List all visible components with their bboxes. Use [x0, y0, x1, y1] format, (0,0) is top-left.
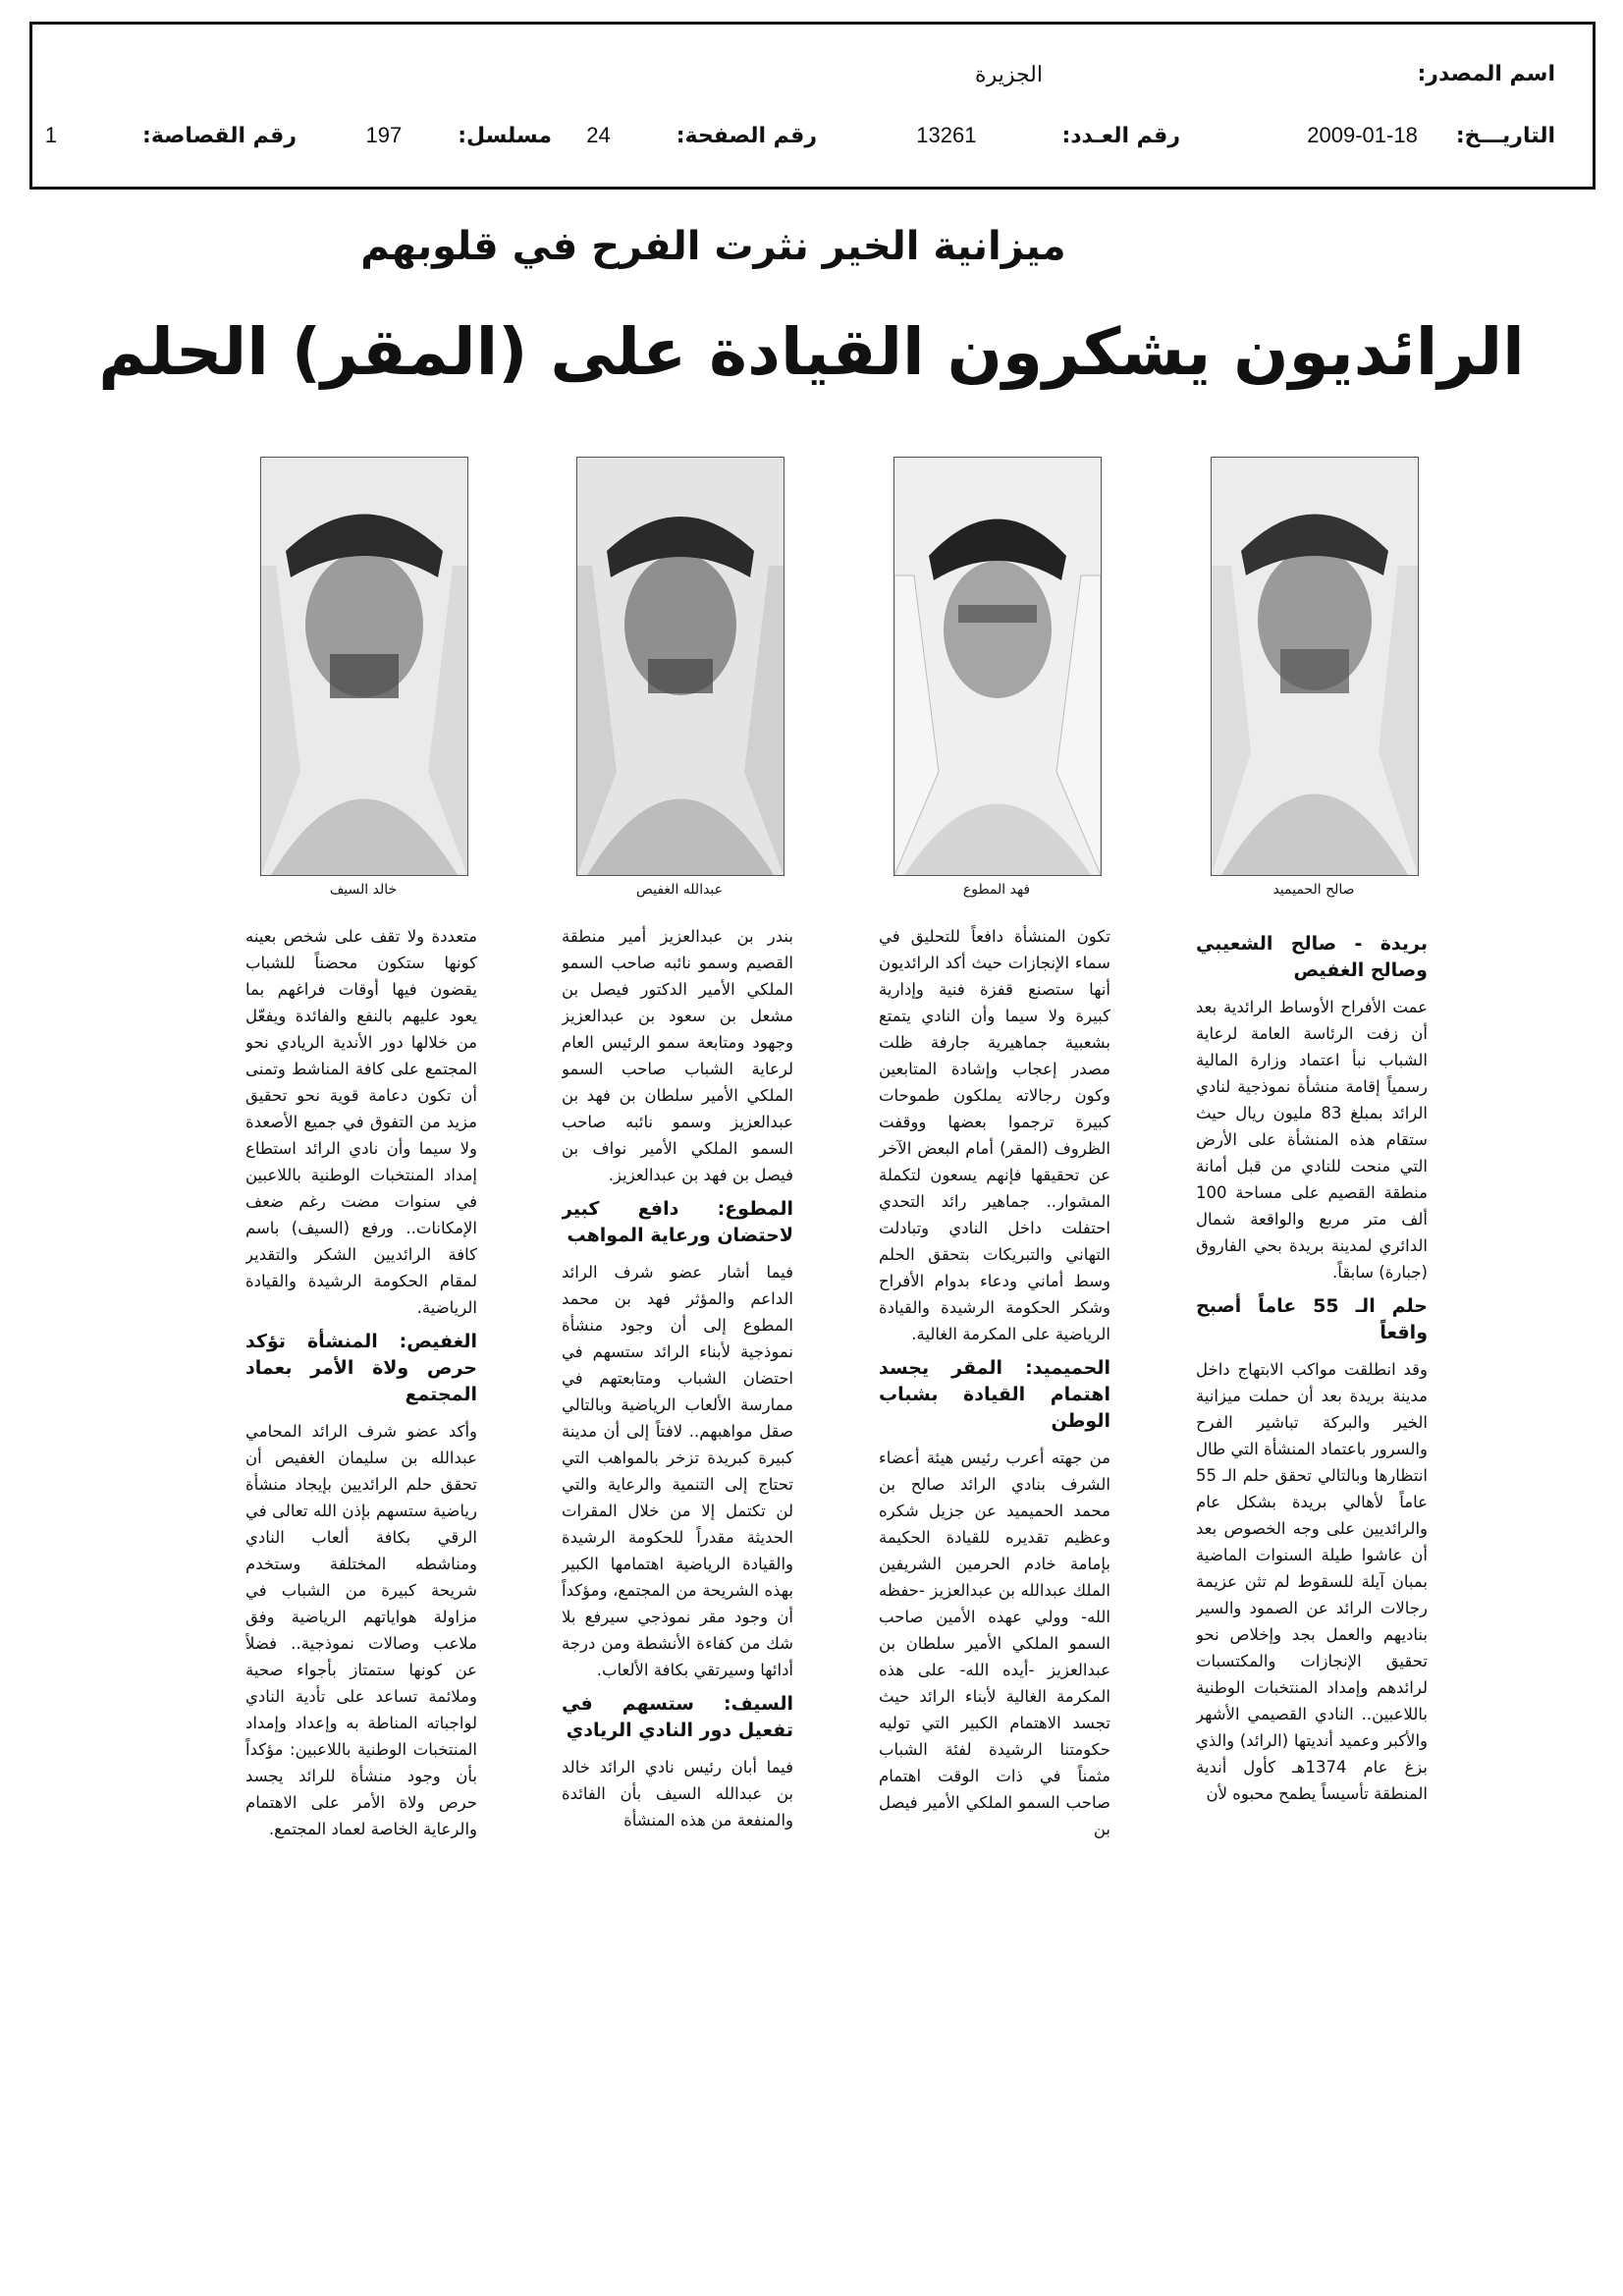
- paragraph: فيما أشار عضو شرف الرائد الداعم والمؤثر فهد بن محمد المطوع إلى أن وجود منشأة نموذجية لأبناء الرائد ستسهم في احتضان الشباب ومتابعتهم في ممارسة الألعاب الرياضية وبالتالي صقل مواهبهم.. لافتاً إلى أن مدينة كبيرة كبريدة تزخر بالمواهب التي تحتاج إلى التنمية والرعاية والتي لن تكتمل إلا من خلال المقرات الحديثة مقدراً للحكومة الرشيدة والقيادة الرياضية اهتمامها الكبير بهذه الشريحة من المجتمع، ومؤكداً أن وجود مقر نموذجي سيرفع بلا شك من كفاءة الأنشطة ومن درجة أدائها وسيرتقي بكافة الألعاب.: [562, 1263, 793, 1679]
- clip-value: 1: [44, 123, 58, 147]
- subheading: السيف: ستسهم في تفعيل دور النادي الريادي: [562, 1693, 793, 1741]
- issue-value: 13261: [916, 123, 977, 147]
- date-value: 18-01-2009: [1307, 123, 1418, 147]
- clip-field: [45, 123, 297, 148]
- photo-caption-1: صالح الحميميد: [1272, 882, 1355, 898]
- source-info-box: [29, 22, 1596, 190]
- subheading: حلم الـ 55 عاماً أصبح واقعاً: [1196, 1295, 1428, 1343]
- paragraph: وأكد عضو شرف الرائد المحامي عبدالله بن سليمان الغفيص أن تحقق حلم الرائديين بإيجاد منشأة رياضية ستسهم بإذن الله تعالى في الرقي بكافة ألعاب النادي ومناشطه المختلفة وستخدم شريحة كبيرة من الشباب في مزاولة هواياتهم الرياضية وفق ملاعب وصالات نموذجية.. فضلاً عن كونها ستمتاز بأجواء صحية وملائمة تساعد على تأدية النادي لواجباته المناطة به وإعداد وإمداد المنتخبات الوطنية باللاعبين: مؤكداً بأن وجود منشأة للرائد يجسد حرص ولاة الأمر على الاهتمام والرعاية الخاصة لعماد المجتمع.: [245, 1422, 477, 1838]
- paragraph: عمت الأفراح الأوساط الرائدية بعد أن زفت الرئاسة العامة لرعاية الشباب نبأ اعتماد وزارة المالية رسمياً إقامة منشأة نموذجية لنادي الرائد بمبلغ 83 مليون ريال حيث ستقام هذه المنشأة على الأرض التي منحت للنادي من قبل أمانة منطقة القصيم على مساحة 100 ألف متر مربع والواقعة شمال الدائري لمدينة بريدة بحي الفاروق (جبارة) سابقاً.: [1196, 998, 1428, 1282]
- date-label: التاريـــخ:: [1455, 124, 1555, 148]
- source-name-value-text: الجزيرة: [975, 62, 1043, 86]
- page-field: [586, 123, 817, 148]
- source-name-value: [975, 62, 1043, 87]
- subheading: الحميميد: المقر يجسد اهتمام القيادة بشباب الوطن: [879, 1357, 1110, 1432]
- article-column-4: [245, 923, 477, 2219]
- byline: بريدة - صالح الشعيبي وصالح الغفيص: [1196, 933, 1428, 981]
- paragraph: فيما أبان رئيس نادي الرائد خالد بن عبدالله السيف بأن الفائدة والمنفعة من هذه المنشأة: [562, 1758, 793, 1830]
- serial-value: 197: [365, 123, 403, 147]
- photo-caption-4: خالد السيف: [329, 882, 398, 898]
- clip-label: رقم القصاصة:: [142, 124, 297, 148]
- paragraph: متعددة ولا تقف على شخص بعينه كونها ستكون محضناً للشباب يقضون فيها أوقات فراغهم بما يعود عليهم بالنفع والفائدة ويفعّل من خلالها دور الأندية الريادي نحو المجتمع على كافة المناشط وتمنى أن تكون دعامة قوية نحو تحقيق مزيد من التفوق في جميع الأصعدة ولا سيما وأن نادي الرائد استطاع إمداد المنتخبات الوطنية باللاعبين في سنوات مضت رغم ضعف الإمكانات.. ورفع (السيف) باسم كافة الرائديين الشكر والتقدير لمقام الحكومة الرشيدة والقيادة الرياضية.: [245, 927, 477, 1317]
- portrait-photo-3: [576, 457, 784, 876]
- issue-label: رقم العـدد:: [1061, 124, 1180, 148]
- paragraph: وقد انطلقت مواكب الابتهاج داخل مدينة بريدة بعد أن حملت ميزانية الخير والبركة تباشير الفرح والسرور باعتماد المنشأة التي طال انتظارها وبالتالي تحقق حلم الـ 55 عاماً لأهالي بريدة بشكل عام والرائديين على وجه الخصوص بعد أن عاشوا طيلة السنوات الماضية بمبان آيلة للسقوط لم تثن عزيمة رجالات الرائد عن الصمود والسير بناديهم والعمل بجد وإخلاص نحو تحقيق الإنجازات والمكتسبات لرائدهم وإمداد المنتخبات الوطنية باللاعبين.. النادي القصيمي الأشهر والأكبر وعميد أنديتها (الرائد) والذي بزغ عام 1374هـ كأول أندية المنطقة تأسيساً يطمح محبوه لأن: [1196, 1360, 1428, 1803]
- paragraph: بندر بن عبدالعزيز أمير منطقة القصيم وسمو نائبه صاحب السمو الملكي الأمير الدكتور فيصل بن مشعل بن سعود بن عبدالعزيز وجهود ومتابعة سمو الرئيس العام لرعاية الشباب صاحب السمو الملكي الأمير سلطان بن فهد بن عبدالعزيز وسمو نائبه صاحب السمو الملكي الأمير نواف بن فيصل بن فهد بن عبدالعزيز.: [562, 927, 793, 1184]
- subheading: الغفيص: المنشأة تؤكد حرص ولاة الأمر بعماد المجتمع: [245, 1331, 477, 1405]
- page-label: رقم الصفحة:: [676, 124, 817, 148]
- article-column-2: [879, 923, 1110, 2219]
- paragraph: تكون المنشأة دافعاً للتحليق في سماء الإنجازات حيث أكد الرائديون أنها ستصنع قفزة فنية وإدارية كبيرة ولا سيما وأن النادي يتمتع بشعبية جماهيرية جارفة ظلت مصدر إعجاب وإشادة المتابعين وكون رجالاته يملكون طموحات كبيرة ترجموا بعضها ووقفت الظروف (المقر) أمام البعض الآخر عن تحقيقها فإنهم يسعون لتكملة المشوار.. جماهير رائد التحدي احتفلت داخل النادي وتبادلت التهاني والتبريكات بتحقق الحلم وسط أماني ودعاء بدوام الأفراح وشكر الحكومة الرشيدة والقيادة الرياضية على المكرمة الغالية.: [879, 927, 1110, 1343]
- article-kicker: ميزانية الخير نثرت الفرح في قلوبهم: [360, 224, 1066, 269]
- serial-label: مسلسل:: [458, 124, 552, 148]
- photo-caption-2: فهد المطوع: [962, 882, 1031, 898]
- article-headline: الرائديون يشكرون القيادة على (المقر) الحلم: [98, 314, 1525, 390]
- issue-field: [916, 123, 1180, 148]
- source-name-label-text: اسم المصدر:: [1417, 62, 1555, 86]
- portrait-photo-2: [893, 457, 1102, 876]
- paragraph: من جهته أعرب رئيس هيئة أعضاء الشرف بنادي الرائد صالح بن محمد الحميميد عن جزيل شكره وعظيم تقديره للقيادة الحكيمة بإمامة خادم الحرمين الشريفين الملك عبدالله بن عبدالعزيز -حفظه الله- وولي عهده الأمين صاحب السمو الملكي الأمير سلطان بن عبدالعزيز -أيده الله- على هذه المكرمة الغالية لأبناء الرائد حيث تجسد الاهتمام الكبير التي توليه حكومتنا الرشيدة لفئة الشباب مثمناً في ذات الوقت اهتمام صاحب السمو الملكي الأمير فيصل بن: [879, 1449, 1110, 1838]
- source-name-label: [1418, 62, 1556, 86]
- page-value: 24: [586, 123, 611, 147]
- subheading: المطوع: دافع كبير لاحتضان ورعاية المواهب: [562, 1198, 793, 1246]
- date-field: [1307, 123, 1555, 148]
- portrait-photo-1: [1211, 457, 1419, 876]
- article-column-1: [1196, 923, 1428, 2219]
- photo-caption-3: عبدالله الغفيص: [635, 882, 724, 898]
- portrait-photo-4: [260, 457, 468, 876]
- article-column-3: [562, 923, 793, 2219]
- serial-field: [365, 123, 552, 148]
